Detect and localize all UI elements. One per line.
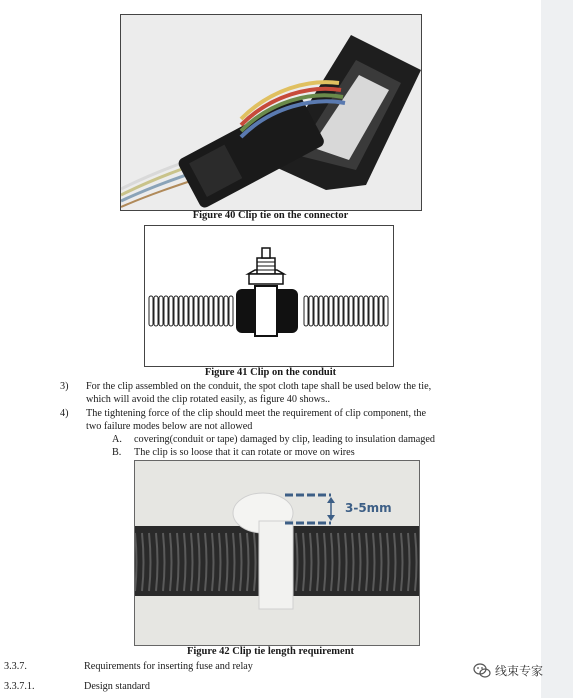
list-item-4-line-1: The tightening force of the clip should meet the requirement of clip component, the — [86, 408, 427, 419]
sublist-a-text: covering(conduit or tape) damaged by clip, leading to insulation damaged — [134, 434, 436, 445]
sublist-b-text: The clip is so loose that it can rotate or move on wires — [134, 447, 355, 458]
watermark-text: 线束专家 — [495, 664, 544, 678]
figure-42-image — [134, 460, 420, 646]
page-margin-gutter — [541, 0, 573, 698]
list-item-3-line-1: For the clip assembled on the conduit, the spot cloth tape shall be used below the tie, — [86, 381, 432, 392]
figure-40-image — [120, 14, 422, 211]
section-3-3-7-1-title: Design standard — [84, 681, 150, 692]
connector-photo — [121, 15, 421, 210]
dimension-label: 3-5mm — [345, 501, 392, 515]
figure-40-caption: Figure 40 Clip tie on the connector — [192, 210, 349, 221]
figure-41-image — [144, 225, 394, 367]
list-item-3-number: 3) — [60, 381, 69, 392]
clip-length-photo — [135, 461, 419, 645]
figure-42-caption: Figure 42 Clip tie length requirement — [186, 646, 355, 657]
section-3-3-7-1-number: 3.3.7.1. — [4, 681, 35, 692]
list-item-4-number: 4) — [60, 408, 69, 419]
sublist-a-letter: A. — [112, 434, 122, 445]
sublist-b-letter: B. — [112, 447, 122, 458]
wechat-icon — [473, 663, 491, 679]
list-item-4-line-2: two failure modes below are not allowed — [86, 421, 253, 432]
section-3-3-7-title: Requirements for inserting fuse and relay — [84, 661, 253, 672]
watermark — [473, 662, 543, 679]
list-item-3-line-2: which will avoid the clip rotated easily, as figure 40 shows.. — [86, 394, 331, 405]
section-3-3-7-number: 3.3.7. — [4, 661, 27, 672]
conduit-drawing — [145, 226, 393, 366]
figure-41-caption: Figure 41 Clip on the conduit — [204, 367, 337, 378]
